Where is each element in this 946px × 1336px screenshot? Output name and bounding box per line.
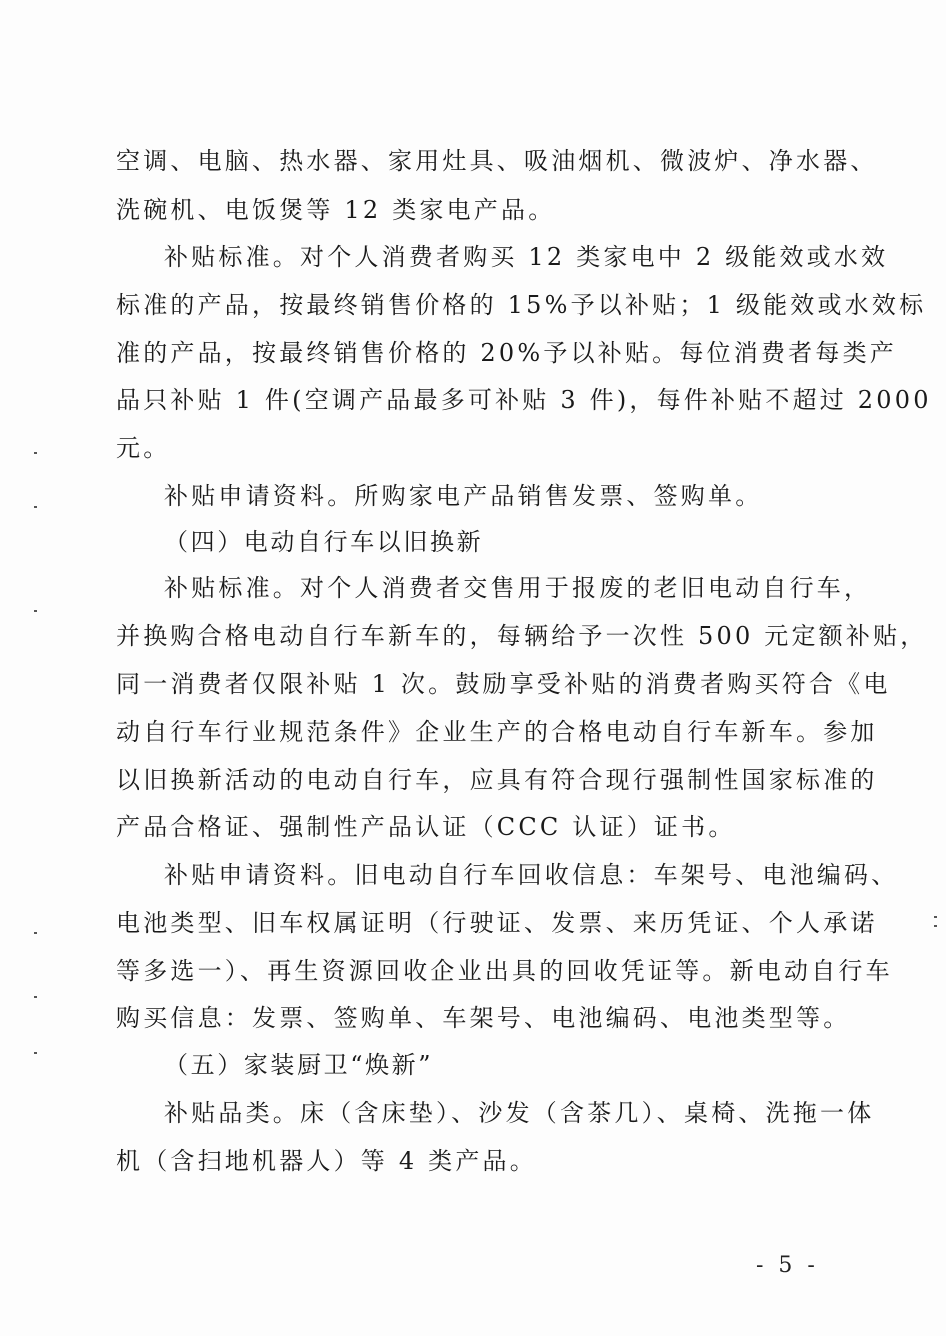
paragraph-line: 补贴申请资料。所购家电产品销售发票、签购单。 — [164, 482, 763, 510]
paragraph-line: 购买信息：发票、签购单、车架号、电池编码、电池类型等。 — [116, 1004, 851, 1032]
paragraph-line: 电池类型、旧车权属证明（行驶证、发票、来历凭证、个人承诺 — [116, 909, 878, 937]
paragraph-line: 空调、电脑、热水器、家用灶具、吸油烟机、微波炉、净水器、 — [116, 147, 878, 175]
paragraph-line: 等多选一）、再生资源回收企业出具的回收凭证等。新电动自行车 — [116, 957, 893, 985]
paragraph-line: 元。 — [116, 434, 171, 462]
paragraph-line: 动自行车行业规范条件》企业生产的合格电动自行车新车。参加 — [116, 718, 878, 746]
scan-speck — [34, 452, 37, 454]
section-heading: （四）电动自行车以旧换新 — [164, 528, 484, 556]
paragraph-line: 机（含扫地机器人）等 4 类产品。 — [116, 1147, 537, 1175]
paragraph-line: 同一消费者仅限补贴 1 次。鼓励享受补贴的消费者购买符合《电 — [116, 670, 891, 698]
scan-speck — [934, 916, 937, 918]
paragraph-line: 并换购合格电动自行车新车的，每辆给予一次性 500 元定额补贴， — [116, 622, 928, 650]
paragraph-line: 补贴标准。对个人消费者购买 12 类家电中 2 级能效或水效 — [164, 243, 889, 271]
scan-speck — [34, 506, 37, 508]
paragraph-line: 标准的产品，按最终销售价格的 15%予以补贴；1 级能效或水效标 — [116, 291, 927, 319]
paragraph-line: 补贴标准。对个人消费者交售用于报废的老旧电动自行车， — [164, 574, 872, 602]
paragraph-line: 补贴申请资料。旧电动自行车回收信息：车架号、电池编码、 — [164, 861, 899, 889]
scan-speck — [34, 610, 37, 612]
paragraph-line: 补贴品类。床（含床垫）、沙发（含茶几）、桌椅、洗拖一体 — [164, 1099, 875, 1127]
scan-speck — [34, 1052, 37, 1054]
scan-speck — [934, 925, 937, 927]
paragraph-line: 品只补贴 1 件(空调产品最多可补贴 3 件)，每件补贴不超过 2000 — [116, 386, 932, 414]
page-number: - 5 - — [756, 1253, 819, 1278]
scan-speck — [34, 932, 37, 934]
section-heading: （五）家装厨卫“焕新” — [164, 1051, 434, 1079]
paragraph-line: 产品合格证、强制性产品认证（CCC 认证）证书。 — [116, 813, 736, 841]
paragraph-line: 以旧换新活动的电动自行车，应具有符合现行强制性国家标准的 — [116, 766, 878, 794]
paragraph-line: 洗碗机、电饭煲等 12 类家电产品。 — [116, 196, 556, 224]
scan-speck — [34, 996, 37, 998]
paragraph-line: 准的产品，按最终销售价格的 20%予以补贴。每位消费者每类产 — [116, 339, 897, 367]
